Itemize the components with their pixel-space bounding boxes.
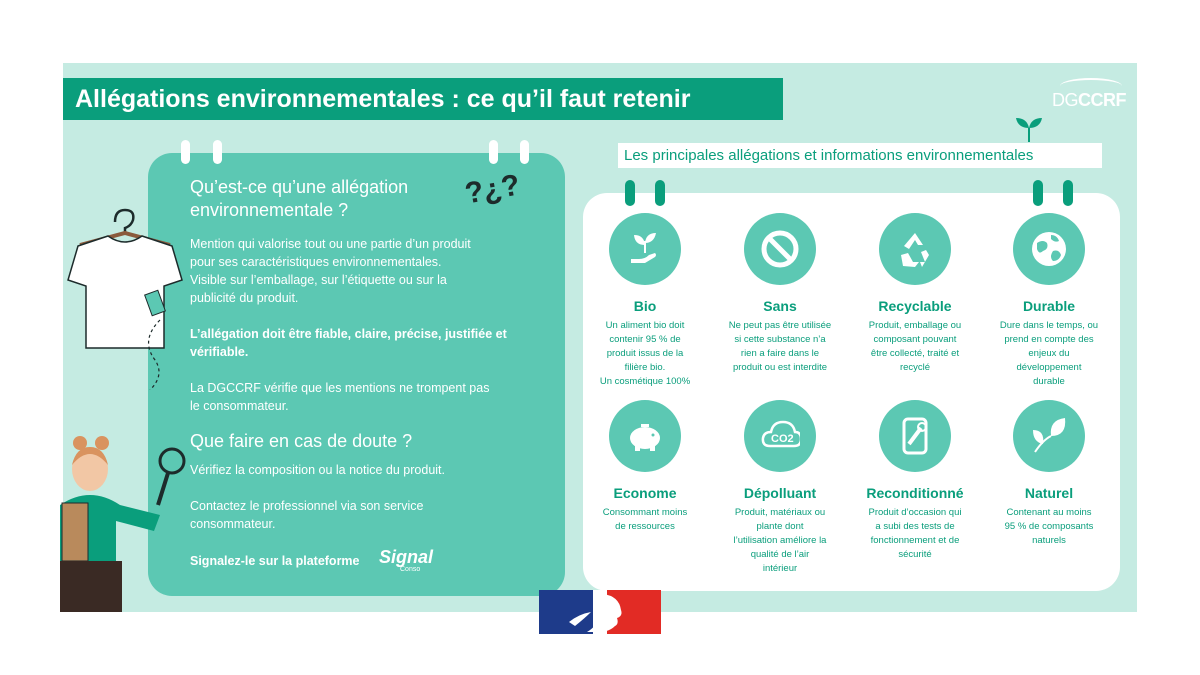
recycle-icon <box>879 213 951 285</box>
desc-line: Ne peut pas être utilisée <box>728 320 832 331</box>
binder-ring <box>625 180 635 206</box>
claim-description <box>720 506 840 576</box>
svg-text:CO2: CO2 <box>771 433 794 445</box>
definition-heading <box>190 176 408 222</box>
desc-line: Un aliment bio doit <box>605 320 685 331</box>
binder-ring <box>181 140 190 164</box>
claim-title: Recyclable <box>878 298 952 314</box>
claim-depolluant <box>720 400 840 576</box>
desc-line: développement <box>1016 362 1082 373</box>
desc-line: Produit, emballage ou <box>868 320 962 331</box>
text-line: La DGCCRF vérifie que les mentions ne trompent pas <box>190 381 490 395</box>
desc-line: Dure dans le temps, ou <box>999 320 1099 331</box>
claim-description <box>989 319 1109 389</box>
claim-title: Dépolluant <box>743 485 817 501</box>
page-title: Allégations environnementales : ce qu’il faut retenir <box>63 78 783 120</box>
desc-line: intérieur <box>762 563 798 574</box>
desc-line: Produit, matériaux ou <box>734 507 826 518</box>
text-line: L’allégation doit être fiable, claire, précise, justifiée et <box>190 327 507 341</box>
claim-description <box>855 319 975 375</box>
desc-line: qualité de l’air <box>750 549 810 560</box>
desc-line: 95 % de composants <box>1004 521 1094 532</box>
desc-line: enjeux du <box>1028 348 1070 359</box>
claim-reconditionne <box>855 400 975 562</box>
claim-recyclable <box>855 213 975 375</box>
claim-econome <box>585 400 705 534</box>
claim-naturel <box>989 400 1109 548</box>
claim-title: Naturel <box>1024 485 1074 501</box>
question-marks-icon: ?¿? <box>462 168 523 211</box>
desc-line: recyclé <box>899 362 931 373</box>
desc-line: fonctionnement et de <box>870 535 960 546</box>
person-magnifier-illustration <box>60 435 190 612</box>
claim-bio <box>585 213 705 389</box>
hand-plant-icon <box>609 213 681 285</box>
binder-ring <box>489 140 498 164</box>
claim-description <box>720 319 840 375</box>
text-line: le consommateur. <box>190 399 289 413</box>
desc-line: être collecté, traité et <box>870 348 960 359</box>
desc-line: durable <box>1033 376 1065 387</box>
heading-line: environnementale ? <box>190 200 349 220</box>
dgccrf-logo <box>1052 90 1126 111</box>
tshirt-hanger-illustration <box>60 200 190 390</box>
logo-prefix: DG <box>1052 90 1078 110</box>
tip-contact <box>190 497 423 533</box>
desc-line: Contenant au moins <box>1006 507 1092 518</box>
claim-title: Econome <box>613 485 677 501</box>
heading-line: Qu’est-ce qu’une allégation <box>190 177 409 197</box>
desc-line: contenir 95 % de <box>609 334 681 345</box>
desc-line: rien a faire dans le <box>740 348 820 359</box>
desc-line: filière bio. <box>624 362 666 373</box>
text-line: Visible sur l’emballage, sur l’étiquette ou sur la <box>190 273 447 287</box>
text-line: Mention qui valorise tout ou une partie d’un produit <box>190 237 471 251</box>
binder-ring <box>213 140 222 164</box>
tip-composition: Vérifiez la composition ou la notice du produit. <box>190 463 446 477</box>
desc-line: Produit d’occasion qui <box>868 507 962 518</box>
binder-ring <box>1033 180 1043 206</box>
rule-text <box>190 325 507 361</box>
desc-line: Consommant moins <box>602 507 688 518</box>
claim-title: Bio <box>633 298 657 314</box>
globe-icon <box>1013 213 1085 285</box>
claim-title: Durable <box>1022 298 1076 314</box>
republique-francaise-logo <box>539 590 661 634</box>
piggy-bank-icon <box>609 400 681 472</box>
desc-line: a subi des tests de <box>875 521 955 532</box>
signalconso-logo-sub: Conso <box>400 566 421 573</box>
text-line: vérifiable. <box>190 345 249 359</box>
desc-line: sécurité <box>898 549 932 560</box>
binder-ring <box>1063 180 1073 206</box>
desc-line: si cette substance n’a <box>734 334 826 345</box>
claim-description <box>585 319 705 389</box>
desc-line: prend en compte des <box>1004 334 1094 345</box>
definition-text <box>190 235 471 307</box>
claim-description <box>585 506 705 534</box>
text-line: Contactez le professionnel via son service <box>190 499 424 513</box>
text-line: consommateur. <box>190 517 276 531</box>
claim-description <box>855 506 975 562</box>
dgccrf-check-text <box>190 379 489 415</box>
co2-cloud-icon <box>744 400 816 472</box>
desc-line: produit issus de la <box>606 348 684 359</box>
claim-durable <box>989 213 1109 389</box>
desc-line: naturels <box>1032 535 1066 546</box>
marianne-profile-icon <box>563 592 633 632</box>
binder-ring <box>655 180 665 206</box>
signal-text: Signalez-le sur la plateforme <box>190 554 360 568</box>
text-line: pour ses caractéristiques environnementales. <box>190 255 442 269</box>
desc-line: plante dont <box>756 521 804 532</box>
claim-description <box>989 506 1109 548</box>
binder-ring <box>520 140 529 164</box>
claim-title: Reconditionné <box>866 485 964 501</box>
desc-line: l’utilisation améliore la <box>733 535 827 546</box>
logo-suffix: CCRF <box>1078 90 1126 110</box>
leaves-icon <box>1013 400 1085 472</box>
claims-title: Les principales allégations et informations environnementales <box>618 143 1102 168</box>
prohibited-icon <box>744 213 816 285</box>
claim-title: Sans <box>763 298 797 314</box>
text-line: publicité du produit. <box>190 291 299 305</box>
sprout-icon <box>1014 116 1044 142</box>
desc-line: composant pouvant <box>873 334 957 345</box>
signalconso-logo[interactable]: Signal <box>379 547 434 567</box>
desc-line: produit ou est interdite <box>732 362 827 373</box>
doubt-heading: Que faire en cas de doute ? <box>190 431 413 451</box>
phone-repair-icon <box>879 400 951 472</box>
desc-line: Un cosmétique 100% <box>599 376 691 387</box>
claim-sans <box>720 213 840 375</box>
desc-line: de ressources <box>615 521 675 532</box>
